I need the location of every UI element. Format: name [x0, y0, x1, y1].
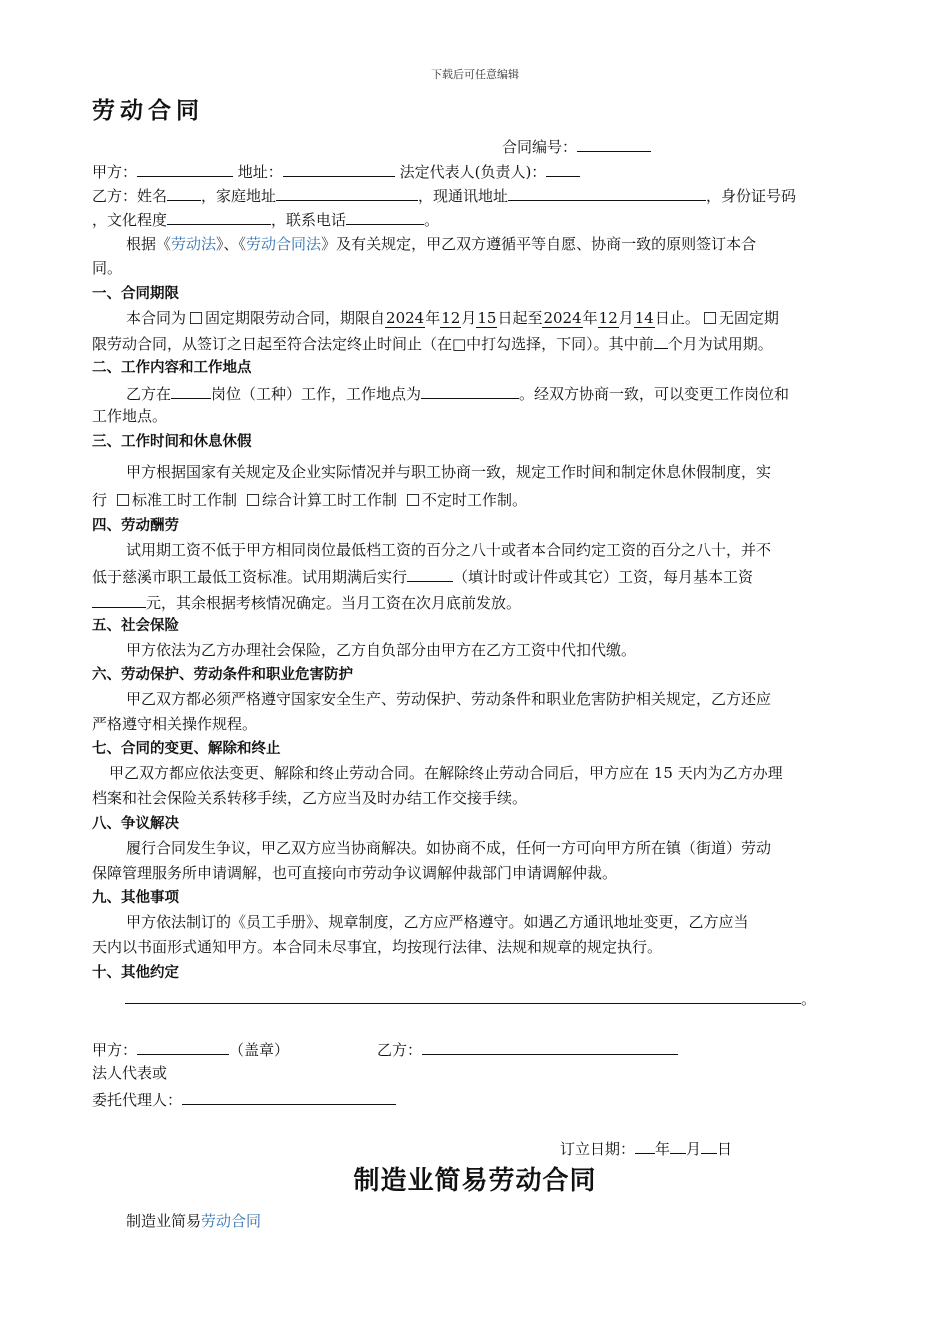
section-4-line-2	[92, 563, 860, 590]
party-a-address-field[interactable]	[283, 158, 395, 177]
start-year[interactable]: 2024	[386, 309, 425, 327]
section-4-line-3	[92, 589, 860, 616]
intro-text: 》及有关规定，甲乙双方遵循平等自愿、协商一致的原则签订本合	[321, 235, 757, 253]
start-month[interactable]: 12	[441, 309, 461, 327]
contract-number-field[interactable]	[577, 133, 651, 152]
section-3-line-2	[92, 488, 860, 513]
section-10-line	[92, 985, 893, 1012]
intro-line-1	[92, 232, 894, 257]
party-b-mail-field[interactable]	[508, 182, 706, 201]
party-b-name-label: 乙方：姓名	[92, 187, 168, 205]
party-b-phone-field[interactable]	[346, 206, 424, 225]
flexible-hours-checkbox[interactable]	[407, 494, 419, 506]
party-a-signature-field[interactable]	[137, 1036, 229, 1055]
end-day[interactable]: 14	[634, 309, 654, 327]
footer-sub-text: 制造业简易	[126, 1212, 202, 1230]
s3-text: 行	[92, 491, 108, 509]
section-9-line-1: 甲方依法制订的《员工手册》、规章制度，乙方应严格遵守。如遇乙方通讯地址变更，乙方应当	[126, 913, 749, 931]
party-b-line-1	[92, 182, 860, 209]
section-9-line-2: 天内以书面形式通知甲方。本合同未尽事宜，均按现行法律、法规和规章的规定执行。	[92, 938, 663, 956]
party-b-phone-label: ，联系电话	[271, 211, 347, 229]
section-6-line-2: 严格遵守相关操作规程。	[92, 715, 258, 733]
party-a-rep-label: 法定代表人(负责人)：	[399, 163, 547, 181]
labor-contract-law-link[interactable]: 劳动合同法	[246, 235, 322, 253]
s1-text: 日止。	[654, 309, 700, 327]
section-7-line-2: 档案和社会保险关系转移手续，乙方应当及时办结工作交接手续。	[92, 789, 528, 807]
date-year-label: 年	[655, 1140, 671, 1158]
section-9-heading: 九、其他事项	[92, 890, 179, 906]
labor-law-link[interactable]: 劳动法	[171, 235, 217, 253]
wage-type-field[interactable]	[407, 563, 453, 582]
section-10-heading: 十、其他约定	[92, 965, 179, 981]
party-a-address-label: 地址：	[237, 163, 283, 181]
section-8-heading: 八、争议解决	[92, 816, 179, 832]
intro-line-2: 同。	[92, 259, 123, 277]
section-3-heading: 三、工作时间和休息休假	[92, 434, 252, 450]
s1-text: 无固定期	[718, 309, 779, 327]
footer-title: 制造业简易劳动合同	[353, 1166, 597, 1196]
s10-end: 。	[801, 990, 817, 1008]
signature-line	[92, 1036, 860, 1063]
section-8-line-2: 保障管理服务所申请调解，也可直接向市劳动争议调解仲裁部门申请调解仲裁。	[92, 864, 618, 882]
party-b-mail-label: ，现通讯地址	[418, 187, 509, 205]
s2-text: 。经双方协商一致，可以变更工作岗位和	[519, 385, 790, 403]
end-month[interactable]: 12	[598, 309, 618, 327]
document-title: 劳动合同	[92, 98, 204, 124]
party-b-line-2	[92, 206, 860, 233]
rep-line-1: 法人代表或	[92, 1064, 168, 1082]
party-b-home-label: ，家庭地址	[201, 187, 277, 205]
s1-text: 年	[582, 309, 598, 327]
s4-text: （填计时或计件或其它）工资，每月基本工资	[453, 568, 754, 586]
rep-line-2	[92, 1086, 860, 1113]
s4-text: 低于慈溪市职工最低工资标准。试用期满后实行	[92, 568, 408, 586]
party-a-name-field[interactable]	[137, 158, 233, 177]
party-b-edu-label: ，文化程度	[92, 211, 168, 229]
section-8-line-1: 履行合同发生争议，甲乙双方应当协商解决。如协商不成，任何一方可向甲方所在镇（街道）劳动	[126, 839, 772, 857]
date-month-label: 月	[686, 1140, 702, 1158]
end-year[interactable]: 2024	[543, 309, 582, 327]
start-day[interactable]: 15	[477, 309, 497, 327]
date-day-label: 日	[717, 1140, 733, 1158]
intro-text: 根据《	[126, 235, 172, 253]
post-field[interactable]	[171, 380, 211, 399]
s1-text: 固定期限劳动合同，期限自	[205, 309, 386, 327]
date-day-field[interactable]	[701, 1135, 717, 1154]
date-month-field[interactable]	[670, 1135, 686, 1154]
section-2-line-2: 工作地点。	[92, 407, 168, 425]
s1-text: 月	[461, 309, 477, 327]
s2-text: 岗位（工种）工作，工作地点为	[211, 385, 422, 403]
section-4-line-1: 试用期工资不低于甲方相同岗位最低档工资的百分之八十或者本合同约定工资的百分之八十，并不	[126, 541, 772, 559]
workplace-field[interactable]	[421, 380, 519, 399]
s3-option: 标准工时工作制	[132, 491, 238, 509]
base-wage-field[interactable]	[92, 589, 146, 608]
contract-number-line	[92, 133, 950, 160]
section-1-line-1	[92, 306, 894, 331]
sign-a-label: 甲方：	[92, 1041, 138, 1059]
party-b-end: 。	[424, 211, 440, 229]
section-2-heading: 二、工作内容和工作地点	[92, 360, 252, 376]
section-6-heading: 六、劳动保护、劳动条件和职业危害防护	[92, 667, 353, 683]
party-b-signature-field[interactable]	[422, 1036, 678, 1055]
party-a-label: 甲方：	[92, 163, 138, 181]
section-5-line-1: 甲方依法为乙方办理社会保险，乙方自负部分由甲方在乙方工资中代扣代缴。	[126, 641, 637, 659]
s3-option: 不定时工作制。	[422, 491, 528, 509]
s1-text: 本合同为	[126, 309, 187, 327]
s4-text: 元，其余根据考核情况确定。当月工资在次月底前发放。	[146, 594, 522, 612]
s1-text: 月	[618, 309, 634, 327]
open-term-checkbox[interactable]	[704, 312, 716, 324]
s1-text: 年	[425, 309, 441, 327]
labor-contract-link[interactable]: 劳动合同	[201, 1212, 262, 1230]
section-1-heading: 一、合同期限	[92, 286, 179, 302]
contract-number-label: 合同编号：	[502, 138, 578, 156]
date-line	[92, 1135, 950, 1162]
section-2-line-1	[92, 380, 894, 407]
s1-text: 个月为试用期。	[667, 335, 773, 353]
section-3-line-1: 甲方根据国家有关规定及企业实际情况并与职工协商一致，规定工作时间和制定休息休假制度，实	[126, 463, 772, 481]
party-b-edu-field[interactable]	[167, 206, 271, 225]
section-6-line-1: 甲乙双方都必须严格遵守国家安全生产、劳动保护、劳动条件和职业危害防护相关规定，乙方还应	[126, 690, 772, 708]
party-a-line	[92, 158, 860, 185]
section-1-line-2	[92, 330, 860, 357]
comprehensive-hours-checkbox[interactable]	[247, 494, 259, 506]
rep-label: 委托代理人：	[92, 1091, 183, 1109]
other-terms-field[interactable]	[125, 985, 801, 1004]
section-5-heading: 五、社会保险	[92, 618, 179, 634]
seal-note: （盖章）	[229, 1041, 290, 1059]
section-7-line-1: 甲乙双方都应依法变更、解除和终止劳动合同。在解除终止劳动合同后，甲方应在 15 天内为乙方办理	[109, 764, 783, 782]
s3-option: 综合计算工时工作制	[262, 491, 398, 509]
s1-text: 限劳动合同，从签订之日起至符合法定终止时间止（在□中打勾选择，下同）。其中前	[92, 335, 654, 353]
party-b-id-label: ，身份证号码	[706, 187, 797, 205]
date-year-field[interactable]	[635, 1135, 655, 1154]
footer-sub	[92, 1209, 894, 1234]
agent-signature-field[interactable]	[182, 1086, 396, 1105]
s2-text: 乙方在	[126, 385, 172, 403]
standard-hours-checkbox[interactable]	[117, 494, 129, 506]
fixed-term-checkbox[interactable]	[190, 312, 202, 324]
s1-text: 日起至	[497, 309, 543, 327]
probation-months-field[interactable]	[654, 330, 668, 349]
intro-text: 》、《	[216, 235, 247, 253]
section-7-heading: 七、合同的变更、解除和终止	[92, 741, 281, 757]
top-note: 下载后可任意编辑	[431, 68, 519, 81]
section-4-heading: 四、劳动酬劳	[92, 518, 179, 534]
date-label: 订立日期：	[560, 1140, 636, 1158]
sign-b-label: 乙方：	[377, 1041, 423, 1059]
party-b-home-field[interactable]	[276, 182, 418, 201]
party-b-name-field[interactable]	[167, 182, 201, 201]
party-a-rep-field[interactable]	[546, 158, 580, 177]
